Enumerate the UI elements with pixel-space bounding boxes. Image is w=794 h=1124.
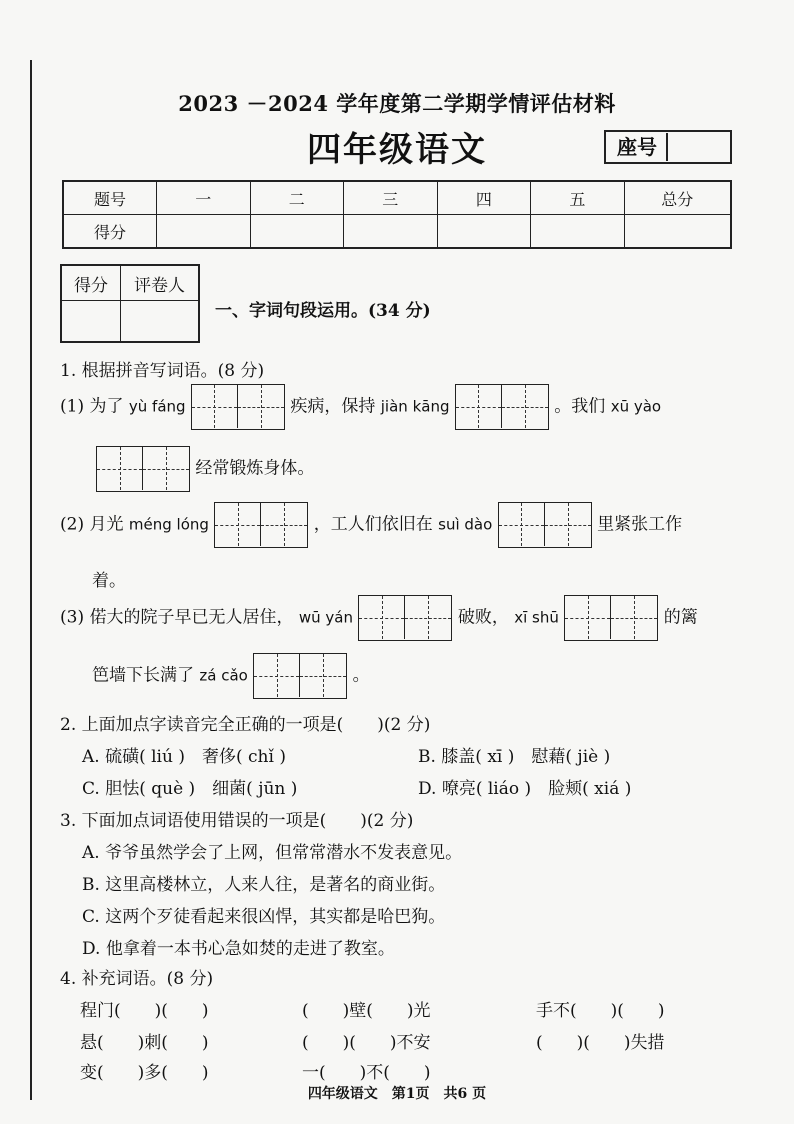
- score-input-cell[interactable]: [250, 215, 344, 249]
- score-table: [62, 180, 732, 249]
- option-d[interactable]: D. 他拿着一本书心急如焚的走进了教室。: [82, 939, 395, 959]
- option-c[interactable]: C. 胆怯( què ) 细菌( jūn ): [82, 779, 298, 799]
- idiom-blank[interactable]: 手不( )( ): [536, 1001, 665, 1021]
- question-line-cont: 着。: [92, 571, 126, 591]
- question-line: (3) 偌大的院子早已无人居住， wū yán 破败， xī shū 的篱: [60, 595, 698, 641]
- pinyin-prompt: jiàn kāng: [380, 397, 450, 416]
- grader-score-label: 得分: [61, 265, 121, 301]
- grader-name-label: 评卷人: [121, 265, 200, 301]
- score-cell: 四: [437, 181, 531, 215]
- tianzige-answer-box[interactable]: [498, 502, 592, 548]
- score-cell: 三: [344, 181, 438, 215]
- grader-name-cell[interactable]: [121, 301, 200, 343]
- score-cell: 一: [157, 181, 251, 215]
- score-cell: 题号: [63, 181, 157, 215]
- score-cell: 总分: [624, 181, 731, 215]
- exam-subject: 四年级语文: [307, 130, 487, 170]
- tianzige-answer-box[interactable]: [455, 384, 549, 430]
- binding-margin-line: [30, 60, 32, 1100]
- option-d[interactable]: D. 嘹亮( liáo ) 脸颊( xiá ): [418, 779, 632, 799]
- tianzige-answer-box[interactable]: [191, 384, 285, 430]
- pinyin-prompt: zá cǎo: [199, 666, 248, 685]
- question-line: 笆墙下长满了 zá cǎo 。: [92, 653, 370, 699]
- tianzige-answer-box[interactable]: [358, 595, 452, 641]
- score-input-cell[interactable]: [157, 215, 251, 249]
- idiom-blank[interactable]: ( )( )不安: [302, 1033, 431, 1053]
- score-input-cell[interactable]: [624, 215, 731, 249]
- score-input-cell[interactable]: [437, 215, 531, 249]
- score-input-cell[interactable]: [344, 215, 438, 249]
- option-b[interactable]: B. 这里高楼林立，人来人往，是著名的商业街。: [82, 875, 446, 895]
- idiom-blank[interactable]: 变( )多( ): [80, 1063, 209, 1083]
- section-heading: 一、字词句段运用。(34 分): [215, 301, 431, 321]
- tianzige-answer-box[interactable]: [96, 446, 190, 492]
- grader-box: [60, 264, 200, 343]
- question-line: (2) 月光 méng lóng ，工人们依旧在 suì dào 里紧张工作: [60, 502, 682, 548]
- score-table-header-row: [63, 181, 731, 215]
- pinyin-prompt: xī shū: [514, 608, 559, 627]
- pinyin-prompt: wū yán: [298, 608, 354, 627]
- tianzige-answer-box[interactable]: [214, 502, 308, 548]
- score-table-score-row: [63, 215, 731, 249]
- page-footer: 四年级语文 第1页 共6 页: [307, 1086, 487, 1102]
- idiom-blank[interactable]: 程门( )( ): [80, 1001, 209, 1021]
- idiom-blank[interactable]: ( )壁( )光: [302, 1001, 431, 1021]
- pinyin-prompt: xū yào: [610, 397, 662, 416]
- exam-title: 2023 －2024 学年度第二学期学情评估材料: [178, 91, 616, 116]
- option-b[interactable]: B. 膝盖( xī ) 慰藉( jiè ): [418, 747, 611, 767]
- question-line: (1) 为了 yù fáng 疾病，保持 jiàn kāng 。我们 xū yào: [60, 384, 661, 430]
- question-stem: 2. 上面加点字读音完全正确的一项是( )(2 分): [60, 715, 431, 735]
- pinyin-prompt: yù fáng: [128, 397, 186, 416]
- grader-score-cell[interactable]: [61, 301, 121, 343]
- seat-number-box[interactable]: [604, 130, 732, 164]
- pinyin-prompt: méng lóng: [128, 515, 209, 534]
- score-cell: 五: [531, 181, 625, 215]
- idiom-blank[interactable]: ( )( )失措: [536, 1033, 665, 1053]
- question-line: 经常锻炼身体。: [96, 446, 314, 492]
- question-stem: 3. 下面加点词语使用错误的一项是( )(2 分): [60, 811, 414, 831]
- question-stem: 1. 根据拼音写词语。(8 分): [60, 361, 265, 381]
- tianzige-answer-box[interactable]: [253, 653, 347, 699]
- seat-label: 座号: [608, 133, 668, 161]
- pinyin-prompt: suì dào: [438, 515, 493, 534]
- option-a[interactable]: A. 硫磺( liú ) 奢侈( chǐ ): [82, 747, 286, 767]
- idiom-blank[interactable]: 一( )不( ): [302, 1063, 431, 1083]
- score-cell: 二: [250, 181, 344, 215]
- option-a[interactable]: A. 爷爷虽然学会了上网，但常常潜水不发表意见。: [82, 843, 463, 863]
- score-input-cell[interactable]: [531, 215, 625, 249]
- tianzige-answer-box[interactable]: [564, 595, 658, 641]
- score-row-label: 得分: [63, 215, 157, 249]
- question-stem: 4. 补充词语。(8 分): [60, 969, 214, 989]
- idiom-blank[interactable]: 悬( )刺( ): [80, 1033, 209, 1053]
- option-c[interactable]: C. 这两个歹徒看起来很凶悍，其实都是哈巴狗。: [82, 907, 446, 927]
